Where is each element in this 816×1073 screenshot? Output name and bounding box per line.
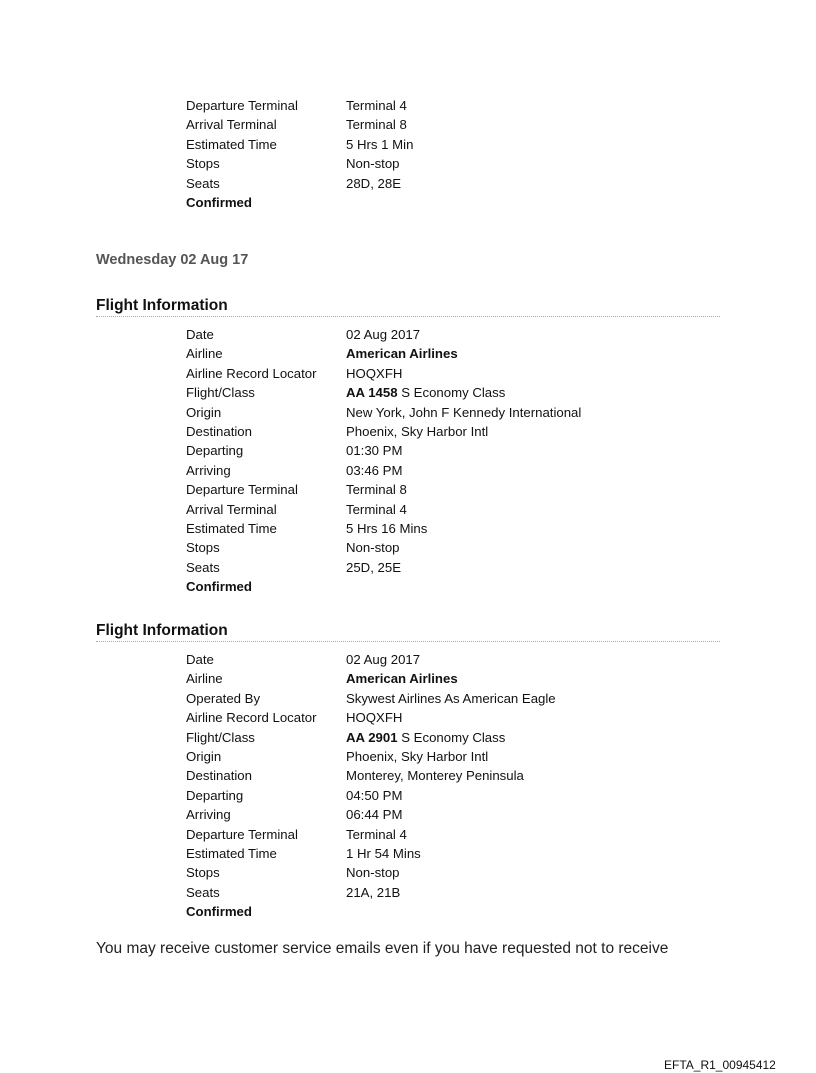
detail-value: 03:46 PM [346, 462, 403, 478]
detail-row [186, 383, 506, 402]
detail-label: Date [186, 652, 214, 667]
flight-info-heading: Flight Information [96, 297, 720, 317]
detail-label: Airline Record Locator [186, 365, 317, 381]
detail-row [186, 325, 421, 344]
class-name: S Economy Class [397, 385, 506, 401]
status-confirmed: Confirmed [186, 194, 252, 210]
detail-row [186, 422, 489, 441]
detail-value: Non-stop [346, 865, 400, 881]
detail-row [186, 135, 414, 154]
detail-label: Stops [186, 156, 220, 172]
flight-class-value [346, 383, 505, 402]
flight-number: AA 1458 [346, 385, 398, 401]
detail-label: Origin [186, 404, 222, 420]
detail-value: Non-stop [346, 540, 400, 556]
detail-label: Airline [186, 671, 223, 687]
detail-value: 28D, 28E [346, 175, 401, 191]
detail-value: Terminal 4 [346, 98, 407, 113]
document-id: EFTA_R1_00945412 [664, 1058, 776, 1072]
detail-value: 02 Aug 2017 [346, 327, 421, 342]
detail-label: Estimated Time [186, 520, 277, 536]
detail-value: 04:50 PM [346, 787, 403, 803]
detail-label: Stops [186, 865, 220, 881]
detail-label: Departing [186, 787, 244, 803]
detail-label: Flight/Class [186, 729, 255, 745]
detail-row [186, 461, 403, 480]
detail-row [186, 558, 401, 577]
detail-label: Departure Terminal [186, 482, 298, 498]
flight-class-value [346, 728, 505, 747]
status-confirmed: Confirmed [186, 579, 252, 595]
flight-info-heading: Flight Information [96, 622, 720, 642]
detail-label: Arriving [186, 807, 231, 823]
top-segment-details [186, 96, 414, 212]
detail-label: Arrival Terminal [186, 117, 277, 133]
detail-row [186, 747, 489, 766]
detail-label: Destination [186, 423, 252, 439]
detail-label: Seats [186, 559, 220, 575]
detail-label: Origin [186, 748, 222, 764]
detail-label: Date [186, 327, 214, 342]
flight-number: AA 2901 [346, 729, 398, 745]
detail-row [186, 519, 428, 538]
record-locator: HOQXFH [346, 710, 403, 726]
detail-label: Flight/Class [186, 385, 255, 401]
detail-label: Seats [186, 175, 220, 191]
detail-value: 06:44 PM [346, 807, 403, 823]
detail-row [186, 863, 400, 882]
detail-row [186, 844, 421, 863]
detail-row [186, 174, 401, 193]
detail-row [186, 825, 407, 844]
detail-row [186, 786, 403, 805]
detail-value: Terminal 8 [346, 117, 407, 133]
record-locator: HOQXFH [346, 365, 403, 381]
detail-label: Arrival Terminal [186, 501, 277, 517]
detail-row [186, 669, 458, 688]
detail-label: Departing [186, 443, 244, 459]
detail-label: Estimated Time [186, 845, 277, 861]
detail-value: Terminal 8 [346, 482, 407, 498]
airline-name: American Airlines [346, 671, 458, 687]
detail-row [186, 364, 403, 383]
detail-value: Terminal 4 [346, 826, 407, 842]
detail-label: Departure Terminal [186, 98, 298, 113]
detail-value: Non-stop [346, 156, 400, 172]
detail-label: Operated By [186, 690, 261, 706]
day-heading: Wednesday 02 Aug 17 [96, 252, 249, 268]
detail-row [186, 650, 421, 669]
detail-label: Arriving [186, 462, 231, 478]
detail-value: Phoenix, Sky Harbor Intl [346, 423, 489, 439]
detail-row [186, 728, 506, 747]
detail-row [186, 403, 582, 422]
class-name: S Economy Class [397, 729, 506, 745]
detail-row [186, 538, 400, 557]
detail-value: 5 Hrs 1 Min [346, 136, 414, 152]
detail-row [186, 708, 403, 727]
detail-row [186, 883, 401, 902]
detail-label: Stops [186, 540, 220, 556]
detail-label: Estimated Time [186, 136, 277, 152]
detail-value: 25D, 25E [346, 559, 401, 575]
detail-value: 01:30 PM [346, 443, 403, 459]
detail-label: Destination [186, 768, 252, 784]
customer-service-notice: You may receive customer service emails even if you have requested not to receive [96, 940, 669, 957]
detail-row [186, 441, 403, 460]
detail-label: Airline [186, 346, 223, 362]
airline-name: American Airlines [346, 346, 458, 362]
detail-row [186, 115, 407, 134]
detail-row [186, 500, 407, 519]
detail-value: Monterey, Monterey Peninsula [346, 768, 524, 784]
detail-value: 5 Hrs 16 Mins [346, 520, 428, 536]
detail-value: 1 Hr 54 Mins [346, 845, 421, 861]
detail-value: 02 Aug 2017 [346, 652, 421, 667]
detail-value: Terminal 4 [346, 501, 407, 517]
detail-row [186, 766, 524, 785]
detail-row [186, 154, 400, 173]
detail-row [186, 96, 407, 115]
flight2-details [186, 650, 556, 921]
detail-value: 21A, 21B [346, 884, 401, 900]
detail-label: Airline Record Locator [186, 710, 317, 726]
flight1-details [186, 325, 582, 596]
operated-by: Skywest Airlines As American Eagle [346, 690, 556, 706]
detail-label: Departure Terminal [186, 826, 298, 842]
detail-row [186, 344, 458, 363]
detail-label: Seats [186, 884, 220, 900]
detail-row [186, 480, 407, 499]
detail-row [186, 689, 556, 708]
detail-value: New York, John F Kennedy International [346, 404, 582, 420]
detail-row [186, 805, 403, 824]
detail-value: Phoenix, Sky Harbor Intl [346, 748, 489, 764]
status-confirmed: Confirmed [186, 904, 252, 920]
